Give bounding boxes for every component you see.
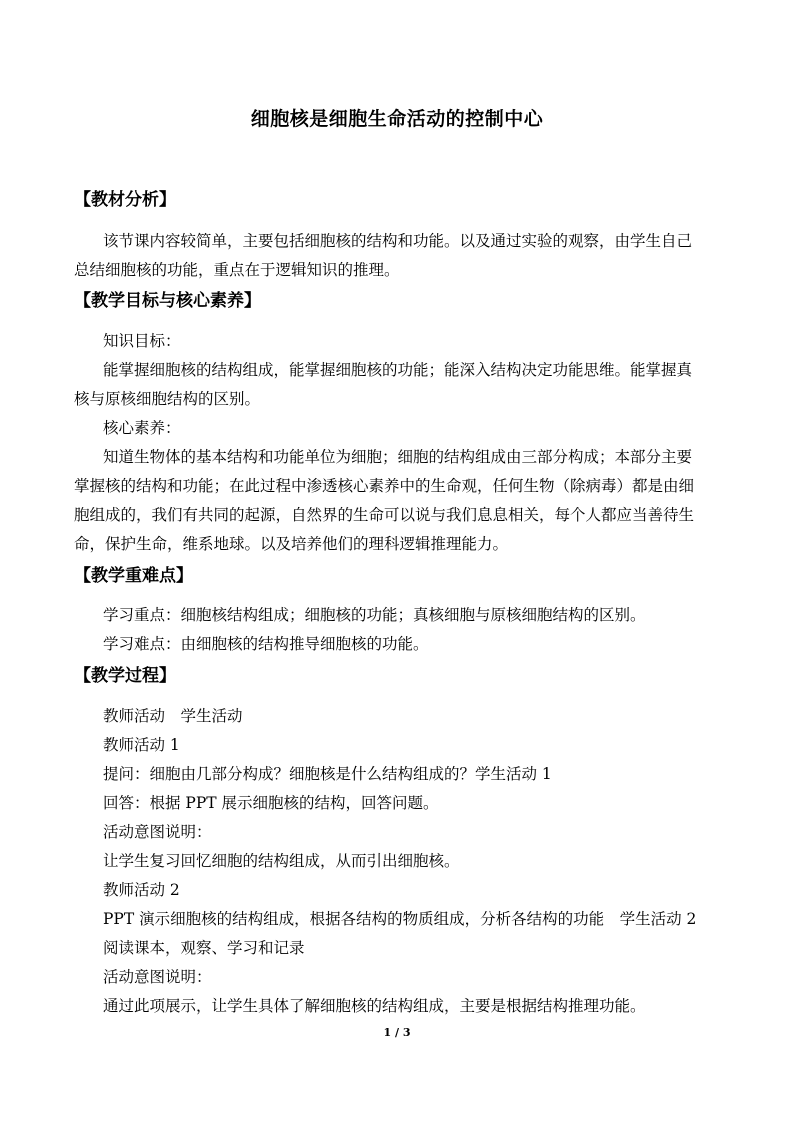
section-heading-key-points: 【教学重难点】 xyxy=(74,566,193,586)
paragraph-line: 知道生物体的基本结构和功能单位为细胞；细胞的结构组成由三部分构成；本部分主要 xyxy=(103,448,693,466)
paragraph-line: 核与原核细胞结构的区别。 xyxy=(74,390,261,408)
paragraph-line: 教师活动 学生活动 xyxy=(103,707,243,725)
paragraph-line: 教师活动 2 xyxy=(103,881,180,899)
paragraph-line: 学习难点：由细胞核的结构推导细胞核的功能。 xyxy=(103,635,429,653)
paragraph-line: 掌握核的结构和功能；在此过程中渗透核心素养中的生命观，任何生物（除病毒）都是由细 xyxy=(74,477,695,495)
paragraph-line: 胞组成的，我们有共同的起源，自然界的生命可以说与我们息息相关，每个人都应当善待生 xyxy=(74,506,695,524)
paragraph-line: 能掌握细胞核的结构组成，能掌握细胞核的功能；能深入结构决定功能思维。能掌握真 xyxy=(103,361,693,379)
paragraph-line: 学习重点：细胞核结构组成；细胞核的功能；真核细胞与原核细胞结构的区别。 xyxy=(103,606,646,624)
page-title: 细胞核是细胞生命活动的控制中心 xyxy=(250,108,544,130)
section-heading-teaching-goals: 【教学目标与核心素养】 xyxy=(74,291,261,311)
paragraph-line: 阅读课本，观察、学习和记录 xyxy=(103,939,305,957)
paragraph-line: 让学生复习回忆细胞的结构组成，从而引出细胞核。 xyxy=(103,852,460,870)
paragraph-line: PPT 演示细胞核的结构组成，根据各结构的物质组成，分析各结构的功能 学生活动 2 xyxy=(103,910,697,928)
paragraph-line: 活动意图说明： xyxy=(103,823,212,841)
paragraph-line: 总结细胞核的功能，重点在于逻辑知识的推理。 xyxy=(74,261,400,279)
paragraph-line: 教师活动 1 xyxy=(103,736,180,754)
section-heading-teaching-process: 【教学过程】 xyxy=(74,666,176,686)
paragraph-line: 该节课内容较简单，主要包括细胞核的结构和功能。以及通过实验的观察，由学生自己 xyxy=(103,232,693,250)
paragraph-line: 回答：根据 PPT 展示细胞核的结构，回答问题。 xyxy=(103,794,439,812)
section-heading-textbook-analysis: 【教材分析】 xyxy=(74,190,176,210)
paragraph-line: 知识目标： xyxy=(103,332,181,350)
paragraph-line: 活动意图说明： xyxy=(103,968,212,986)
paragraph-line: 命，保护生命，维系地球。以及培养他们的理科逻辑推理能力。 xyxy=(74,535,509,553)
paragraph-line: 通过此项展示，让学生具体了解细胞核的结构组成，主要是根据结构推理功能。 xyxy=(103,997,646,1015)
paragraph-line: 提问：细胞由几部分构成？细胞核是什么结构组成的？学生活动 1 xyxy=(103,765,552,783)
paragraph-line: 核心素养： xyxy=(103,419,181,437)
page-number: 1 / 3 xyxy=(383,1026,411,1039)
